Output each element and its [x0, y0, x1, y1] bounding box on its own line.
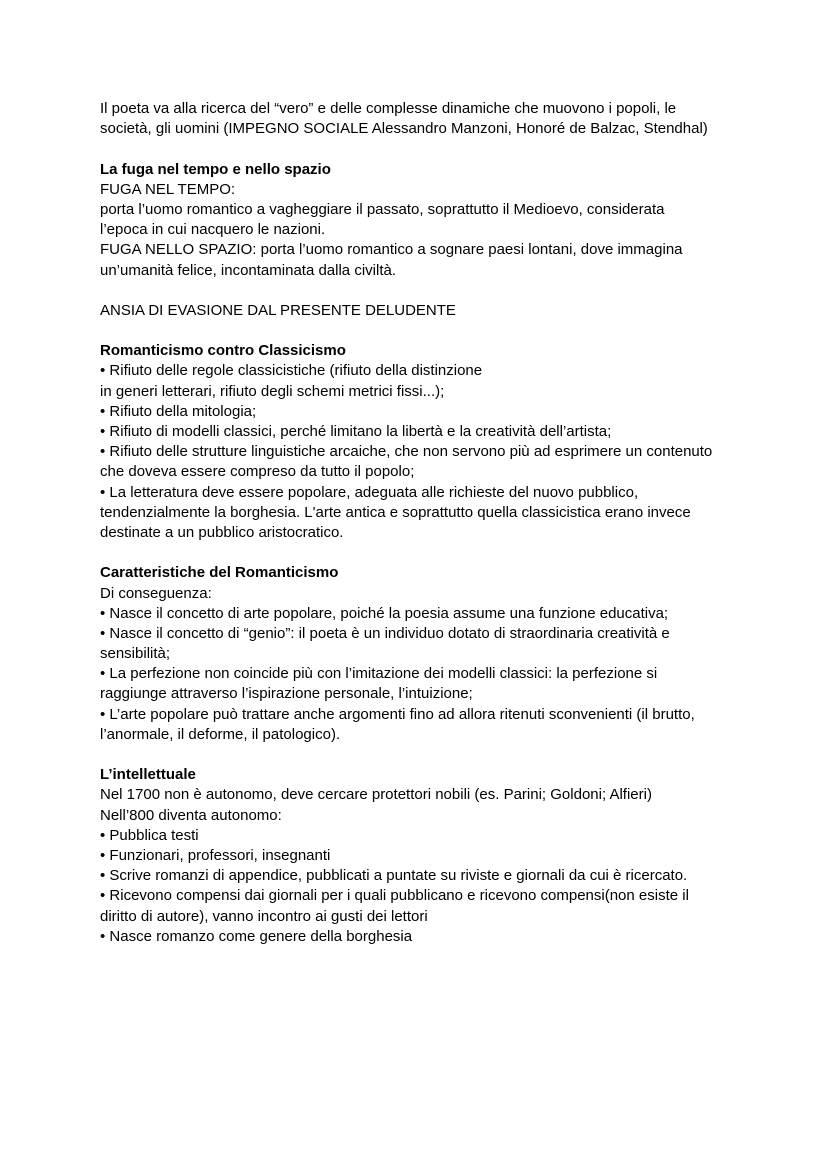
- text-line: ANSIA DI EVASIONE DAL PRESENTE DELUDENTE: [100, 301, 456, 319]
- text-line: destinate a un pubblico aristocratico.: [100, 523, 344, 541]
- section-intellettuale: [100, 765, 800, 947]
- section-heading: Romanticismo contro Classicismo: [100, 342, 346, 360]
- spacer: [100, 543, 800, 563]
- text-line: • L’arte popolare può trattare anche argomenti fino ad allora ritenuti sconvenienti (il brutto,: [100, 705, 695, 723]
- spacer: [100, 281, 800, 301]
- text-line: un’umanità felice, incontaminata dalla civiltà.: [100, 261, 396, 279]
- text-line: raggiunge attraverso l’ispirazione personale, l’intuizione;: [100, 685, 473, 703]
- text-line: • Nasce il concetto di arte popolare, poiché la poesia assume una funzione educativa;: [100, 604, 669, 622]
- text-line: • Rifiuto delle regole classicistiche (rifiuto della distinzione: [100, 362, 483, 380]
- text-line: sensibilità;: [100, 645, 171, 663]
- document-page: [100, 99, 800, 947]
- text-line: • Pubblica testi: [100, 826, 199, 844]
- text-line: • Rifiuto delle strutture linguistiche arcaiche, che non servono più ad esprimere un contenuto: [100, 443, 713, 461]
- text-line: società, gli uomini (IMPEGNO SOCIALE Alessandro Manzoni, Honoré de Balzac, Stendhal): [100, 120, 708, 138]
- text-line: • Ricevono compensi dai giornali per i quali pubblicano e ricevono compensi(non esiste il: [100, 887, 689, 905]
- spacer: [100, 321, 800, 341]
- text-line: Nel 1700 non è autonomo, deve cercare protettori nobili (es. Parini; Goldoni; Alfieri): [100, 786, 652, 804]
- text-line: l’anormale, il deforme, il patologico).: [100, 725, 341, 743]
- section-heading: L’intellettuale: [100, 766, 196, 784]
- text-line: tendenzialmente la borghesia. L'arte antica e soprattutto quella classicistica erano invece: [100, 503, 691, 521]
- text-line: • Nasce il concetto di “genio”: il poeta è un individuo dotato di straordinaria creatività e: [100, 624, 670, 642]
- text-line: Nell’800 diventa autonomo:: [100, 806, 282, 824]
- text-line: FUGA NEL TEMPO:: [100, 180, 236, 198]
- text-line: • La letteratura deve essere popolare, adeguata alle richieste del nuovo pubblico,: [100, 483, 639, 501]
- text-line: Di conseguenza:: [100, 584, 212, 602]
- section-ansia: [100, 301, 800, 321]
- text-line: • Scrive romanzi di appendice, pubblicati a puntate su riviste e giornali da cui è ricercato.: [100, 867, 688, 885]
- text-line: che doveva essere compreso da tutto il popolo;: [100, 463, 415, 481]
- text-line: in generi letterari, rifiuto degli schemi metrici fissi...);: [100, 382, 445, 400]
- text-line: • Funzionari, professori, insegnanti: [100, 846, 331, 864]
- text-line: porta l’uomo romantico a vagheggiare il passato, soprattutto il Medioevo, considerata: [100, 200, 665, 218]
- intro-paragraph: [100, 99, 800, 139]
- text-line: • Rifiuto della mitologia;: [100, 402, 257, 420]
- text-line: l’epoca in cui nacquero le nazioni.: [100, 221, 326, 239]
- text-line: • La perfezione non coincide più con l’imitazione dei modelli classici: la perfezione si: [100, 665, 658, 683]
- section-classicismo: [100, 341, 800, 543]
- text-line: Il poeta va alla ricerca del “vero” e delle complesse dinamiche che muovono i popoli, le: [100, 100, 677, 117]
- text-line: FUGA NELLO SPAZIO: porta l’uomo romantico a sognare paesi lontani, dove immagina: [100, 241, 683, 259]
- section-fuga: [100, 160, 800, 281]
- text-line: • Rifiuto di modelli classici, perché limitano la libertà e la creatività dell’artista;: [100, 423, 612, 440]
- spacer: [100, 139, 800, 159]
- text-line: • Nasce romanzo come genere della borghesia: [100, 927, 413, 945]
- spacer: [100, 745, 800, 765]
- section-heading: La fuga nel tempo e nello spazio: [100, 160, 331, 178]
- section-heading: Caratteristiche del Romanticismo: [100, 564, 339, 582]
- text-line: diritto di autore), vanno incontro ai gusti dei lettori: [100, 907, 428, 925]
- section-caratteristiche: [100, 563, 800, 745]
